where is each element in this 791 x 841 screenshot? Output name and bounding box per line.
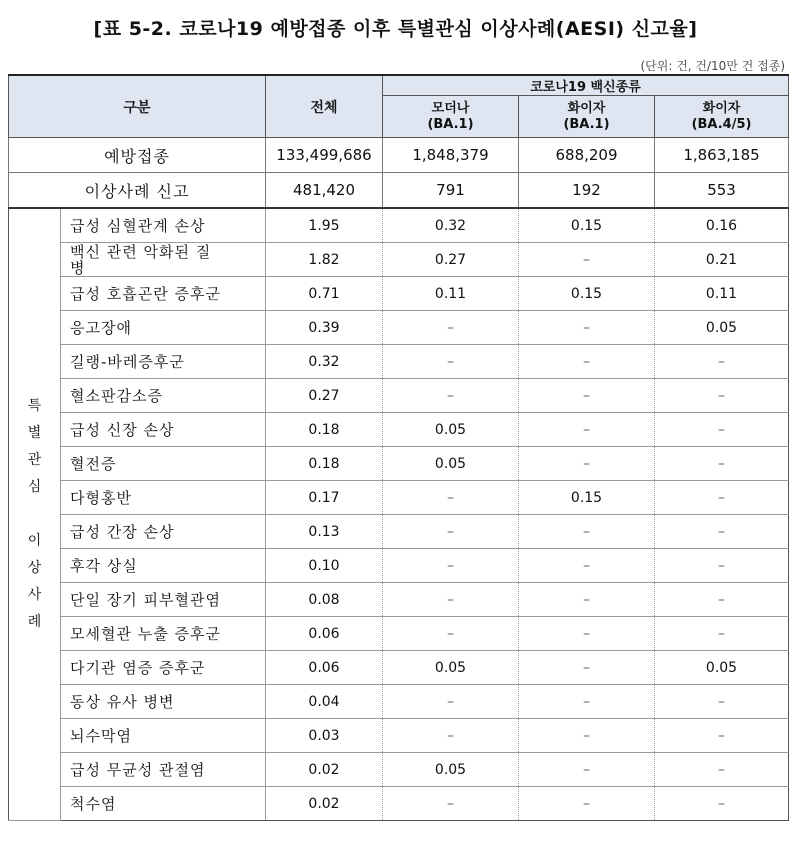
rate-value: 0.15 [519, 208, 655, 243]
summary-row [9, 173, 789, 209]
rate-value: 0.15 [519, 481, 655, 515]
rate-value: – [383, 515, 519, 549]
vaccine-name: 모더나 [431, 100, 470, 116]
rate-value: 0.05 [383, 447, 519, 481]
summary-value: 1,848,379 [383, 138, 519, 173]
rate-value: 0.05 [383, 753, 519, 787]
event-name: 혈소판감소증 [61, 379, 266, 413]
rate-value: – [519, 719, 655, 753]
rate-value: – [655, 447, 789, 481]
side-label-char: 별 [27, 425, 42, 441]
rate-value: – [519, 515, 655, 549]
table-row [9, 208, 789, 243]
rate-value: – [519, 243, 655, 277]
rate-value: – [655, 379, 789, 413]
rate-value: 0.16 [655, 208, 789, 243]
rate-value: – [519, 413, 655, 447]
rate-value: – [655, 481, 789, 515]
rate-value: 0.39 [266, 311, 383, 345]
event-name: 급성 호흡곤란 증후군 [61, 277, 266, 311]
event-name: 다기관 염증 증후군 [61, 651, 266, 685]
rate-value: – [519, 753, 655, 787]
rate-value: 0.11 [383, 277, 519, 311]
rate-value: 0.05 [655, 311, 789, 345]
rate-value: – [655, 549, 789, 583]
event-name: 백신 관련 악화된 질병 [61, 243, 266, 277]
table-row [9, 719, 789, 753]
rate-value: – [519, 787, 655, 821]
rate-value: – [655, 719, 789, 753]
rate-value: – [519, 685, 655, 719]
summary-value: 688,209 [519, 138, 655, 173]
rate-value: – [655, 413, 789, 447]
event-name: 동상 유사 병변 [61, 685, 266, 719]
table-row [9, 651, 789, 685]
event-name: 급성 무균성 관절염 [61, 753, 266, 787]
rate-value: 0.03 [266, 719, 383, 753]
rate-value: 0.27 [266, 379, 383, 413]
rate-value: 0.15 [519, 277, 655, 311]
table-row [9, 617, 789, 651]
rate-value: – [383, 345, 519, 379]
rate-value: – [519, 311, 655, 345]
summary-value: 791 [383, 173, 519, 209]
rate-value: – [383, 617, 519, 651]
table-row [9, 345, 789, 379]
rate-value: – [655, 583, 789, 617]
rate-value: – [519, 583, 655, 617]
aesi-table [8, 74, 789, 821]
summary-value: 481,420 [266, 173, 383, 209]
table-row [9, 753, 789, 787]
vaccine-name: 화이자 [702, 100, 741, 116]
vaccine-variant: (BA.1) [563, 116, 610, 132]
table-row [9, 243, 789, 277]
header-vaccine-group: 코로나19 백신종류 [383, 75, 789, 96]
rate-value: – [383, 685, 519, 719]
summary-value: 133,499,686 [266, 138, 383, 173]
table-row [9, 685, 789, 719]
table-row [9, 379, 789, 413]
table-title: [표 5-2. 코로나19 예방접종 이후 특별관심 이상사례(AESI) 신고율] [93, 18, 698, 40]
event-name: 급성 신장 손상 [61, 413, 266, 447]
vaccine-variant: (BA.4/5) [691, 116, 752, 132]
rate-value: 0.10 [266, 549, 383, 583]
rate-value: – [655, 787, 789, 821]
table-row [9, 311, 789, 345]
event-name: 모세혈관 누출 증후군 [61, 617, 266, 651]
table-row [9, 787, 789, 821]
rate-value: – [655, 617, 789, 651]
summary-label: 이상사례 신고 [9, 173, 266, 209]
rate-value: – [383, 311, 519, 345]
rate-value: – [519, 379, 655, 413]
summary-value: 553 [655, 173, 789, 209]
event-name: 응고장애 [61, 311, 266, 345]
vaccine-variant: (BA.1) [427, 116, 474, 132]
rate-value: – [519, 549, 655, 583]
rate-value: – [383, 549, 519, 583]
side-label-char: 이 [27, 533, 42, 549]
header-vaccine-pfizer-ba45 [655, 96, 789, 138]
rate-value: – [383, 719, 519, 753]
rate-value: 0.08 [266, 583, 383, 617]
event-name: 길랭-바레증후군 [61, 345, 266, 379]
vaccine-name: 화이자 [567, 100, 606, 116]
rate-value: – [519, 447, 655, 481]
unit-note: (단위: 건, 건/10만 건 접종) [640, 59, 785, 73]
rate-value: – [383, 787, 519, 821]
event-name: 다형홍반 [61, 481, 266, 515]
rate-value: 0.04 [266, 685, 383, 719]
rate-value: – [655, 515, 789, 549]
summary-value: 1,863,185 [655, 138, 789, 173]
side-label-char: 례 [27, 614, 42, 630]
rate-value: 0.05 [383, 413, 519, 447]
event-name: 급성 심혈관계 손상 [61, 208, 266, 243]
table-row [9, 515, 789, 549]
side-label-char: 사 [27, 587, 42, 603]
header-vaccine-pfizer-ba1 [519, 96, 655, 138]
rate-value: – [655, 753, 789, 787]
summary-label: 예방접종 [9, 138, 266, 173]
side-label [9, 208, 61, 821]
table-row [9, 583, 789, 617]
summary-value: 192 [519, 173, 655, 209]
rate-value: – [383, 379, 519, 413]
rate-value: 0.71 [266, 277, 383, 311]
rate-value: 1.82 [266, 243, 383, 277]
rate-value: 0.18 [266, 447, 383, 481]
rate-value: 0.02 [266, 787, 383, 821]
rate-value: 0.13 [266, 515, 383, 549]
rate-value: – [519, 345, 655, 379]
rate-value: 0.06 [266, 651, 383, 685]
table-row [9, 413, 789, 447]
rate-value: 0.17 [266, 481, 383, 515]
rate-value: 0.32 [266, 345, 383, 379]
rate-value: 0.27 [383, 243, 519, 277]
summary-row [9, 138, 789, 173]
rate-value: 0.02 [266, 753, 383, 787]
side-label-char: 관 [27, 452, 42, 468]
header-total: 전체 [266, 75, 383, 138]
rate-value: – [383, 481, 519, 515]
event-name: 혈전증 [61, 447, 266, 481]
rate-value: – [655, 685, 789, 719]
side-label-char: 특 [27, 398, 42, 414]
rate-value: – [519, 617, 655, 651]
event-name: 급성 간장 손상 [61, 515, 266, 549]
table-row [9, 277, 789, 311]
side-label-char: 심 [27, 479, 42, 495]
rate-value: 0.21 [655, 243, 789, 277]
table-row [9, 481, 789, 515]
rate-value: 0.05 [655, 651, 789, 685]
rate-value: 1.95 [266, 208, 383, 243]
header-vaccine-moderna [383, 96, 519, 138]
event-name: 후각 상실 [61, 549, 266, 583]
rate-value: – [655, 345, 789, 379]
rate-value: 0.06 [266, 617, 383, 651]
event-name: 뇌수막염 [61, 719, 266, 753]
rate-value: 0.05 [383, 651, 519, 685]
event-name: 척수염 [61, 787, 266, 821]
rate-value: – [383, 583, 519, 617]
event-name: 단일 장기 피부혈관염 [61, 583, 266, 617]
table-row [9, 549, 789, 583]
rate-value: 0.18 [266, 413, 383, 447]
rate-value: 0.11 [655, 277, 789, 311]
rate-value: 0.32 [383, 208, 519, 243]
table-row [9, 447, 789, 481]
header-category: 구분 [9, 75, 266, 138]
side-label-char: 상 [27, 560, 42, 576]
rate-value: – [519, 651, 655, 685]
